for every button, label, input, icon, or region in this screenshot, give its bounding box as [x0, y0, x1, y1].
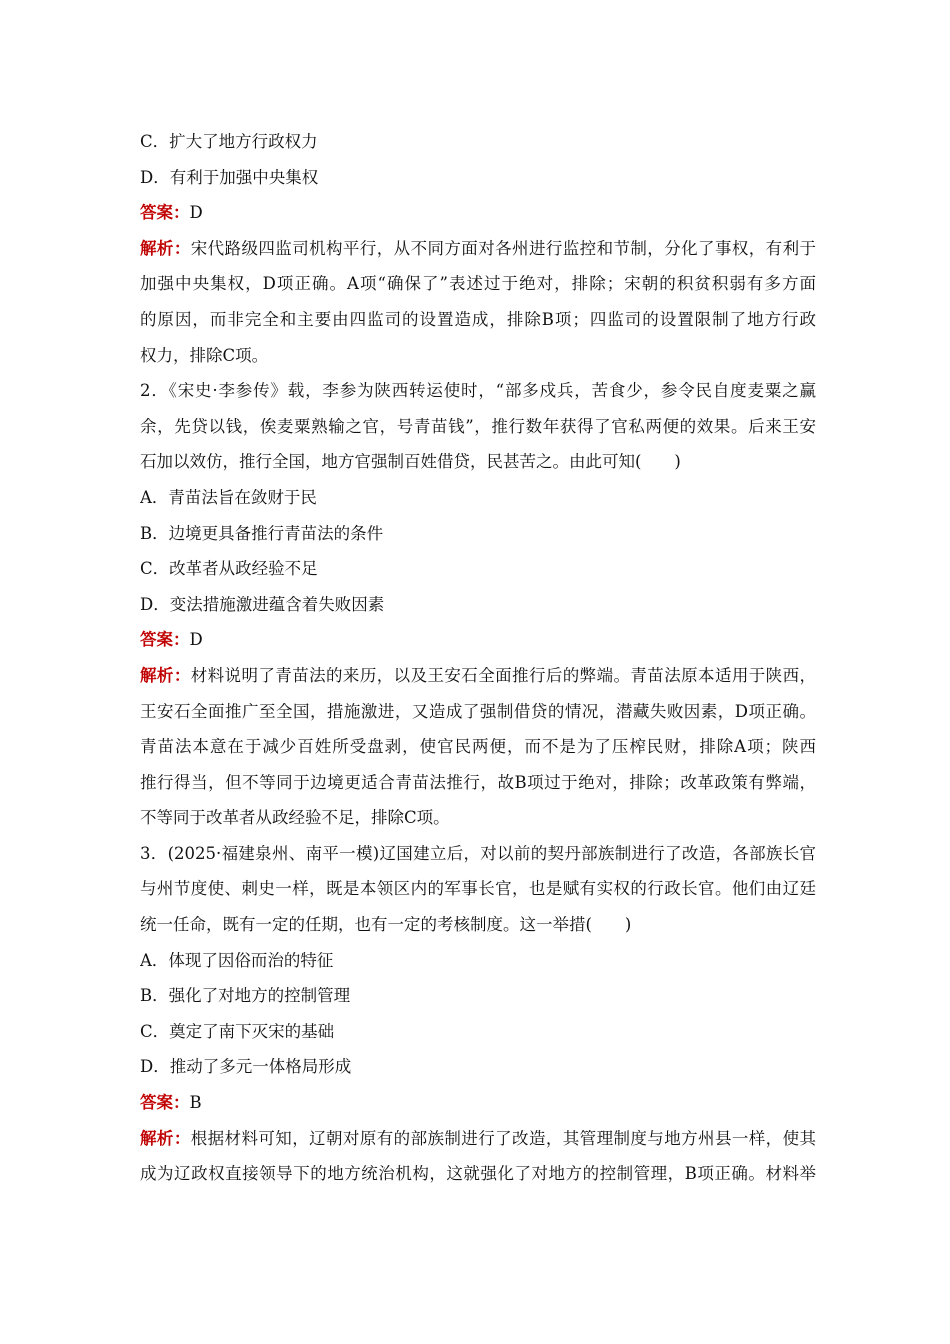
q2-option-c: C．改革者从政经验不足 — [140, 559, 318, 579]
q3-analysis-text-1: 根据材料可知，辽朝对原有的部族制进行了改造，其管理制度与地方州县一样，使其 — [190, 1128, 816, 1148]
q1-analysis-line-3: 的原因，而非完全和主要由四监司的设置造成，排除B项；四监司的设置限制了地方行政 — [140, 309, 816, 329]
q3-stem-line-2: 与州节度使、刺史一样，既是本领区内的军事长官，也是赋有实权的行政长官。他们由辽廷 — [140, 879, 816, 899]
q2-option-d: D．变法措施激进蕴含着失败因素 — [140, 594, 385, 614]
q1-analysis-text-1: 宋代路级四监司机构平行，从不同方面对各州进行监控和节制，分化了事权，有利于 — [190, 238, 816, 258]
q2-analysis-line-1 — [140, 658, 816, 694]
q3-answer — [140, 1085, 816, 1121]
q3-analysis-line-1 — [140, 1121, 816, 1157]
document-content — [140, 124, 816, 1192]
q3-option-a: A．体现了因俗而治的特征 — [140, 950, 334, 970]
q3-analysis-label: 解析： — [140, 1128, 191, 1148]
q2-answer-value: D — [189, 630, 203, 650]
q1-answer-label: 答案： — [140, 203, 190, 223]
q2-option-a: A．青苗法旨在敛财于民 — [140, 487, 317, 507]
q2-option-b: B．边境更具备推行青苗法的条件 — [140, 523, 384, 543]
q3-answer-value: B — [189, 1093, 202, 1113]
q2-analysis-text-1: 材料说明了青苗法的来历，以及王安石全面推行后的弊端。青苗法原本适用于陕西， — [190, 665, 816, 685]
q1-answer-value: D — [189, 203, 203, 223]
q2-stem-line-2: 余，先贷以钱，俟麦粟熟输之官，号青苗钱”，推行数年获得了官私两便的效果。后来王安 — [140, 416, 816, 436]
q3-analysis-line-2: 成为辽政权直接领导下的地方统治机构，这就强化了对地方的控制管理，B项正确。材料举 — [140, 1164, 816, 1184]
q3-option-c: C．奠定了南下灭宋的基础 — [140, 1021, 335, 1041]
q3-option-d: D．推动了多元一体格局形成 — [140, 1057, 352, 1077]
q2-answer-label: 答案： — [140, 630, 190, 650]
q3-stem-line-1: 3．(2025·福建泉州、南平一模)辽国建立后，对以前的契丹部族制进行了改造，各部族长官 — [140, 843, 816, 863]
q1-option-d: D．有利于加强中央集权 — [140, 167, 319, 187]
q1-analysis-line-4: 权力，排除C项。 — [140, 345, 269, 365]
q1-answer — [140, 195, 816, 231]
q2-answer — [140, 622, 816, 658]
q1-option-c: C．扩大了地方行政权力 — [140, 132, 318, 151]
q3-option-b: B．强化了对地方的控制管理 — [140, 986, 351, 1006]
q2-analysis-line-2: 王安石全面推广至全国，措施激进，又造成了强制借贷的情况，潜藏失败因素，D项正确。 — [140, 701, 816, 721]
q2-analysis-label: 解析： — [140, 665, 191, 685]
q1-analysis-label: 解析： — [140, 238, 191, 258]
q2-analysis-line-3: 青苗法本意在于减少百姓所受盘剥，使官民两便，而不是为了压榨民财，排除A项；陕西 — [140, 737, 816, 757]
q1-analysis-line-2: 加强中央集权，D项正确。A项“确保了”表述过于绝对，排除；宋朝的积贫积弱有多方面 — [140, 274, 816, 294]
q2-stem-line-3: 石加以效仿，推行全国，地方官强制百姓借贷，民甚苦之。由此可知( ) — [140, 452, 681, 472]
q2-stem-line-1: 2．《宋史·李参传》载，李参为陕西转运使时，“部多戍兵，苦食少，参令民自度麦粟之赢 — [140, 381, 816, 401]
q2-analysis-line-5: 不等同于改革者从政经验不足，排除C项。 — [140, 808, 450, 828]
q2-analysis-line-4: 推行得当，但不等同于边境更适合青苗法推行，故B项过于绝对，排除；改革政策有弊端， — [140, 772, 816, 792]
q3-answer-label: 答案： — [140, 1093, 190, 1113]
q3-stem-line-3: 统一任命，既有一定的任期，也有一定的考核制度。这一举措( ) — [140, 915, 632, 935]
q1-analysis-line-1 — [140, 231, 816, 267]
